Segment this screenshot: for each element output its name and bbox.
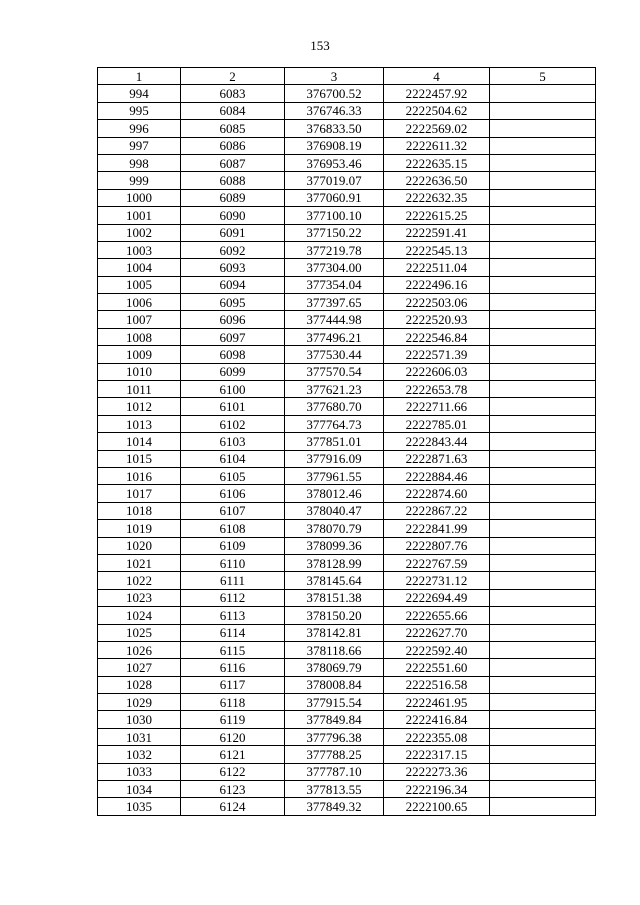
table-cell	[490, 259, 596, 276]
table-cell	[490, 172, 596, 189]
table-cell: 2222591.41	[384, 224, 490, 241]
table-cell: 1000	[98, 189, 181, 206]
table-cell: 1013	[98, 415, 181, 432]
table-cell	[490, 589, 596, 606]
table-row	[98, 241, 596, 258]
table-cell: 1019	[98, 520, 181, 537]
table-cell: 1001	[98, 207, 181, 224]
table-cell: 1033	[98, 763, 181, 780]
table-row	[98, 659, 596, 676]
table-cell: 378069.79	[285, 659, 384, 676]
table-row	[98, 120, 596, 137]
table-cell: 2222627.70	[384, 624, 490, 641]
table-cell: 2222785.01	[384, 415, 490, 432]
table-row	[98, 154, 596, 171]
table-row	[98, 207, 596, 224]
table-container	[97, 67, 596, 816]
table-cell	[490, 276, 596, 293]
table-cell: 1015	[98, 450, 181, 467]
table-cell	[490, 311, 596, 328]
table-cell: 377444.98	[285, 311, 384, 328]
table-cell	[490, 381, 596, 398]
table-cell	[490, 728, 596, 745]
table-cell	[490, 433, 596, 450]
table-cell: 6124	[181, 798, 285, 815]
table-cell: 2222841.99	[384, 520, 490, 537]
table-cell: 378008.84	[285, 676, 384, 693]
table-cell: 2222520.93	[384, 311, 490, 328]
table-cell	[490, 537, 596, 554]
table-cell: 377915.54	[285, 694, 384, 711]
table-cell: 1003	[98, 241, 181, 258]
table-cell: 2222355.08	[384, 728, 490, 745]
table-row	[98, 781, 596, 798]
table-cell: 1030	[98, 711, 181, 728]
table-row	[98, 224, 596, 241]
table-cell: 2222636.50	[384, 172, 490, 189]
table-cell: 377788.25	[285, 746, 384, 763]
table-cell: 6118	[181, 694, 285, 711]
table-cell: 2222767.59	[384, 554, 490, 571]
table-cell: 2222516.58	[384, 676, 490, 693]
table-cell: 378070.79	[285, 520, 384, 537]
column-header: 1	[98, 68, 181, 85]
table-cell	[490, 798, 596, 815]
table-cell: 2222100.65	[384, 798, 490, 815]
table-cell: 2222632.35	[384, 189, 490, 206]
table-cell: 6120	[181, 728, 285, 745]
table-row	[98, 294, 596, 311]
table-cell: 996	[98, 120, 181, 137]
table-cell: 378118.66	[285, 641, 384, 658]
table-cell: 2222511.04	[384, 259, 490, 276]
table-cell: 1025	[98, 624, 181, 641]
table-cell: 378012.46	[285, 485, 384, 502]
table-row	[98, 763, 596, 780]
table-cell: 2222615.25	[384, 207, 490, 224]
table-cell: 2222196.34	[384, 781, 490, 798]
table-cell: 2222874.60	[384, 485, 490, 502]
table-cell	[490, 363, 596, 380]
table-cell: 6117	[181, 676, 285, 693]
table-cell: 995	[98, 102, 181, 119]
table-row	[98, 433, 596, 450]
table-cell: 6105	[181, 467, 285, 484]
table-cell: 377813.55	[285, 781, 384, 798]
table-cell: 2222731.12	[384, 572, 490, 589]
table-cell: 1021	[98, 554, 181, 571]
table-cell: 1035	[98, 798, 181, 815]
table-cell: 377100.10	[285, 207, 384, 224]
table-row	[98, 607, 596, 624]
table-cell: 1012	[98, 398, 181, 415]
table-row	[98, 172, 596, 189]
table-cell: 377764.73	[285, 415, 384, 432]
table-row	[98, 85, 596, 102]
table-cell: 2222273.36	[384, 763, 490, 780]
table-cell: 6098	[181, 346, 285, 363]
table-cell: 377496.21	[285, 328, 384, 345]
table-cell: 1020	[98, 537, 181, 554]
table-cell: 1022	[98, 572, 181, 589]
table-cell: 378099.36	[285, 537, 384, 554]
table-cell	[490, 328, 596, 345]
table-cell: 2222871.63	[384, 450, 490, 467]
table-cell	[490, 189, 596, 206]
table-row	[98, 346, 596, 363]
table-cell	[490, 763, 596, 780]
table-cell: 378128.99	[285, 554, 384, 571]
table-row	[98, 467, 596, 484]
table-cell	[490, 102, 596, 119]
table-cell	[490, 624, 596, 641]
table-cell: 1016	[98, 467, 181, 484]
table-cell: 6122	[181, 763, 285, 780]
table-cell: 6101	[181, 398, 285, 415]
table-cell: 1005	[98, 276, 181, 293]
table-cell: 377219.78	[285, 241, 384, 258]
table-cell: 377849.32	[285, 798, 384, 815]
table-cell: 997	[98, 137, 181, 154]
table-cell: 1029	[98, 694, 181, 711]
table-row	[98, 485, 596, 502]
table-cell: 1009	[98, 346, 181, 363]
table-row	[98, 502, 596, 519]
table-cell: 2222461.95	[384, 694, 490, 711]
table-cell: 1031	[98, 728, 181, 745]
table-row	[98, 572, 596, 589]
table-row	[98, 189, 596, 206]
table-cell	[490, 467, 596, 484]
table-cell: 377530.44	[285, 346, 384, 363]
table-cell: 6114	[181, 624, 285, 641]
table-cell	[490, 346, 596, 363]
table-cell	[490, 607, 596, 624]
table-cell: 6109	[181, 537, 285, 554]
table-cell: 2222592.40	[384, 641, 490, 658]
table-cell: 6090	[181, 207, 285, 224]
table-row	[98, 798, 596, 815]
table-cell: 6102	[181, 415, 285, 432]
table-cell: 6094	[181, 276, 285, 293]
table-cell	[490, 572, 596, 589]
table-cell: 2222571.39	[384, 346, 490, 363]
table-cell: 6097	[181, 328, 285, 345]
table-cell: 377304.00	[285, 259, 384, 276]
table-cell: 2222694.49	[384, 589, 490, 606]
table-cell: 377851.01	[285, 433, 384, 450]
table-cell: 6121	[181, 746, 285, 763]
table-cell: 1018	[98, 502, 181, 519]
table-row	[98, 328, 596, 345]
header-row	[98, 68, 596, 85]
table-cell: 6089	[181, 189, 285, 206]
table-cell: 2222416.84	[384, 711, 490, 728]
table-cell: 999	[98, 172, 181, 189]
table-row	[98, 711, 596, 728]
table-cell: 2222843.44	[384, 433, 490, 450]
table-cell	[490, 485, 596, 502]
table-cell: 2222503.06	[384, 294, 490, 311]
page-number: 153	[310, 38, 330, 53]
table-row	[98, 641, 596, 658]
table-cell	[490, 711, 596, 728]
table-cell: 1010	[98, 363, 181, 380]
table-row	[98, 381, 596, 398]
table-cell: 377849.84	[285, 711, 384, 728]
table-cell	[490, 502, 596, 519]
table-cell: 376746.33	[285, 102, 384, 119]
table-cell: 2222569.02	[384, 120, 490, 137]
table-cell: 1027	[98, 659, 181, 676]
table-cell: 378142.81	[285, 624, 384, 641]
table-cell: 376953.46	[285, 154, 384, 171]
table-cell: 6085	[181, 120, 285, 137]
table-cell: 6092	[181, 241, 285, 258]
table-cell: 6108	[181, 520, 285, 537]
table-cell: 6083	[181, 85, 285, 102]
table-cell: 2222611.32	[384, 137, 490, 154]
table-cell: 6111	[181, 572, 285, 589]
table-cell: 6088	[181, 172, 285, 189]
table-row	[98, 398, 596, 415]
table-cell: 6110	[181, 554, 285, 571]
table-cell: 6113	[181, 607, 285, 624]
table-cell: 377916.09	[285, 450, 384, 467]
table-cell	[490, 694, 596, 711]
table-cell: 376700.52	[285, 85, 384, 102]
table-cell	[490, 398, 596, 415]
table-cell: 376833.50	[285, 120, 384, 137]
table-cell: 2222545.13	[384, 241, 490, 258]
table-cell: 1024	[98, 607, 181, 624]
table-cell: 6116	[181, 659, 285, 676]
table-cell: 377796.38	[285, 728, 384, 745]
table-cell	[490, 241, 596, 258]
table-cell	[490, 120, 596, 137]
table-cell: 6103	[181, 433, 285, 450]
table-cell: 1007	[98, 311, 181, 328]
table-row	[98, 694, 596, 711]
table-cell: 1008	[98, 328, 181, 345]
table-cell	[490, 207, 596, 224]
table-cell: 377570.54	[285, 363, 384, 380]
table-cell: 1002	[98, 224, 181, 241]
table-cell: 378150.20	[285, 607, 384, 624]
table-cell: 1006	[98, 294, 181, 311]
table-cell	[490, 781, 596, 798]
table-cell: 2222655.66	[384, 607, 490, 624]
table-cell: 2222496.16	[384, 276, 490, 293]
table-row	[98, 520, 596, 537]
table-cell	[490, 676, 596, 693]
table-cell: 1011	[98, 381, 181, 398]
table-row	[98, 746, 596, 763]
table-cell: 6086	[181, 137, 285, 154]
table-cell: 1032	[98, 746, 181, 763]
table-cell: 2222653.78	[384, 381, 490, 398]
table-header	[98, 68, 596, 85]
table-cell: 6107	[181, 502, 285, 519]
table-cell: 2222807.76	[384, 537, 490, 554]
table-cell	[490, 746, 596, 763]
table-cell: 2222504.62	[384, 102, 490, 119]
column-header: 5	[490, 68, 596, 85]
table-cell	[490, 137, 596, 154]
coordinates-table	[97, 67, 596, 816]
table-cell: 2222884.46	[384, 467, 490, 484]
table-cell: 6087	[181, 154, 285, 171]
table-cell: 6100	[181, 381, 285, 398]
table-row	[98, 137, 596, 154]
table-cell	[490, 154, 596, 171]
table-cell: 6115	[181, 641, 285, 658]
table-cell: 2222867.22	[384, 502, 490, 519]
table-cell: 2222546.84	[384, 328, 490, 345]
table-cell: 1004	[98, 259, 181, 276]
column-header: 3	[285, 68, 384, 85]
table-cell	[490, 659, 596, 676]
table-cell: 377019.07	[285, 172, 384, 189]
table-cell: 378040.47	[285, 502, 384, 519]
table-cell: 6091	[181, 224, 285, 241]
table-cell: 6084	[181, 102, 285, 119]
table-cell: 2222457.92	[384, 85, 490, 102]
table-cell: 2222551.60	[384, 659, 490, 676]
table-cell: 998	[98, 154, 181, 171]
table-cell	[490, 294, 596, 311]
table-cell: 378145.64	[285, 572, 384, 589]
table-cell: 6095	[181, 294, 285, 311]
table-row	[98, 554, 596, 571]
table-cell	[490, 554, 596, 571]
table-row	[98, 624, 596, 641]
column-header: 4	[384, 68, 490, 85]
table-cell: 6099	[181, 363, 285, 380]
table-cell	[490, 520, 596, 537]
table-cell: 6123	[181, 781, 285, 798]
table-row	[98, 276, 596, 293]
table-row	[98, 589, 596, 606]
table-cell	[490, 450, 596, 467]
table-row	[98, 728, 596, 745]
table-cell: 6093	[181, 259, 285, 276]
table-cell: 994	[98, 85, 181, 102]
table-cell: 6104	[181, 450, 285, 467]
table-cell: 1017	[98, 485, 181, 502]
table-cell	[490, 641, 596, 658]
table-body	[98, 85, 596, 815]
table-cell: 2222711.66	[384, 398, 490, 415]
table-cell: 377150.22	[285, 224, 384, 241]
table-cell: 2222635.15	[384, 154, 490, 171]
table-row	[98, 537, 596, 554]
table-row	[98, 415, 596, 432]
table-cell: 377787.10	[285, 763, 384, 780]
table-row	[98, 311, 596, 328]
table-cell: 1026	[98, 641, 181, 658]
table-cell	[490, 415, 596, 432]
table-cell: 6096	[181, 311, 285, 328]
table-cell: 377680.70	[285, 398, 384, 415]
table-cell: 6106	[181, 485, 285, 502]
table-cell: 377354.04	[285, 276, 384, 293]
table-cell	[490, 85, 596, 102]
table-row	[98, 450, 596, 467]
table-cell	[490, 224, 596, 241]
table-row	[98, 363, 596, 380]
table-cell: 377397.65	[285, 294, 384, 311]
table-cell: 1023	[98, 589, 181, 606]
table-cell: 2222606.03	[384, 363, 490, 380]
table-cell: 1014	[98, 433, 181, 450]
table-cell: 1028	[98, 676, 181, 693]
table-cell: 2222317.15	[384, 746, 490, 763]
table-cell: 377961.55	[285, 467, 384, 484]
table-cell: 1034	[98, 781, 181, 798]
table-cell: 377060.91	[285, 189, 384, 206]
table-row	[98, 259, 596, 276]
table-row	[98, 102, 596, 119]
table-cell: 6112	[181, 589, 285, 606]
table-cell: 6119	[181, 711, 285, 728]
table-cell: 377621.23	[285, 381, 384, 398]
table-row	[98, 676, 596, 693]
column-header: 2	[181, 68, 285, 85]
table-cell: 376908.19	[285, 137, 384, 154]
table-cell: 378151.38	[285, 589, 384, 606]
